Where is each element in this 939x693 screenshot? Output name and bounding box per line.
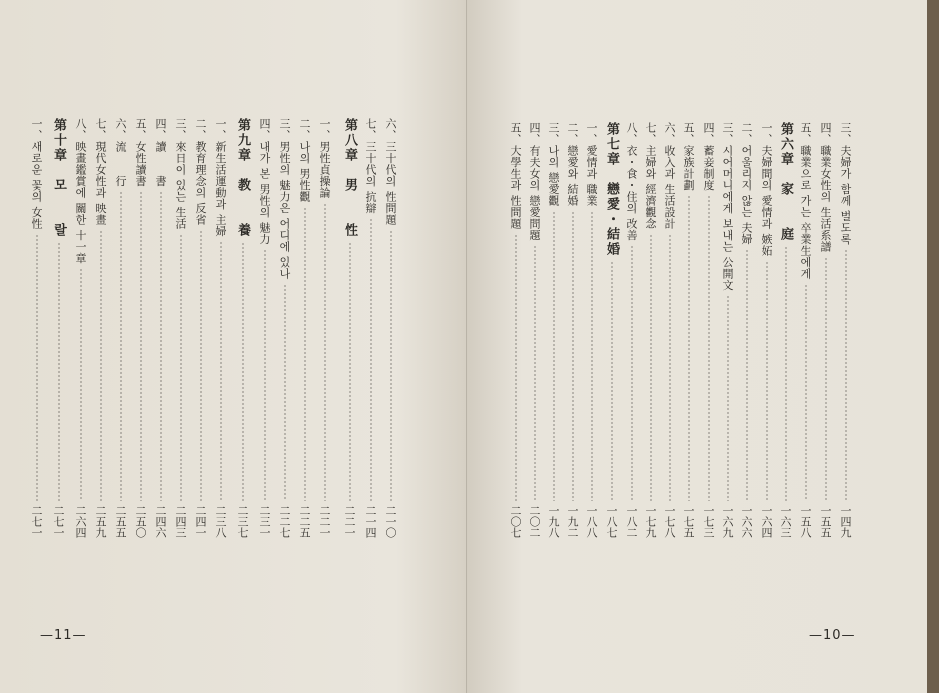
toc-chapter-entry xyxy=(605,0,621,693)
entry-page-number: 二五〇 xyxy=(134,505,147,538)
entry-page-number: 一八七 xyxy=(605,505,618,538)
dot-leader xyxy=(746,249,748,501)
toc-entry xyxy=(585,0,601,693)
dot-leader xyxy=(845,249,847,501)
entry-title: 三、夫婦가 함께 벌도록 xyxy=(839,122,852,245)
entry-page-number: 一六三 xyxy=(779,505,792,538)
dot-leader xyxy=(58,242,60,501)
entry-page-number: 一六九 xyxy=(721,505,734,538)
dot-leader xyxy=(390,230,392,501)
toc-entry xyxy=(644,0,660,693)
dot-leader xyxy=(688,195,690,501)
dot-leader xyxy=(180,234,182,501)
entry-page-number: 二四六 xyxy=(154,505,167,538)
entry-title: 四、내가 본 男性의 魅力 xyxy=(258,118,271,245)
entry-page-number: 一五八 xyxy=(799,505,812,538)
toc-entry xyxy=(298,0,314,693)
entry-page-number: 一七九 xyxy=(644,505,657,538)
entry-title: 五、家族計劃 xyxy=(682,122,695,191)
dot-leader xyxy=(200,230,202,501)
toc-entry xyxy=(839,0,855,693)
dot-leader xyxy=(140,191,142,501)
entry-title: 三、시어머니에게 보내는 公開文 xyxy=(721,122,734,291)
dot-leader xyxy=(264,249,266,501)
entry-title: 五、大學生과 性問題 xyxy=(509,122,522,230)
toc-chapter-entry xyxy=(236,0,252,693)
dot-leader xyxy=(220,241,222,501)
entry-page-number: 二七一 xyxy=(52,505,65,538)
dot-leader xyxy=(242,242,244,501)
chapter-title: 第九章 教 養 xyxy=(235,118,250,238)
toc-entry xyxy=(566,0,582,693)
entry-page-number: 一七八 xyxy=(663,505,676,538)
entry-page-number: 一四九 xyxy=(839,505,852,538)
entry-title: 三、來日이 있는 生活 xyxy=(174,118,187,230)
dot-leader xyxy=(805,284,807,501)
dot-leader xyxy=(349,242,351,501)
toc-chapter-entry xyxy=(779,0,795,693)
entry-title: 六、流 行 xyxy=(114,118,127,187)
entry-title: 四、有夫女의 戀愛問題 xyxy=(528,122,541,241)
entry-page-number: 一九二 xyxy=(566,505,579,538)
left-page xyxy=(0,0,467,693)
dot-leader xyxy=(591,211,593,501)
entry-title: 八、映畫鑑賞에 關한 十一章 xyxy=(74,118,87,264)
chapter-title: 第八章 男 性 xyxy=(342,118,357,238)
toc-entry xyxy=(278,0,294,693)
entry-page-number: 二〇七 xyxy=(509,505,522,538)
toc-entry xyxy=(174,0,190,693)
book-edge xyxy=(927,0,939,693)
dot-leader xyxy=(284,284,286,501)
entry-title: 五、女性讀書 xyxy=(134,118,147,187)
entry-title: 四、讀 書 xyxy=(154,118,167,187)
dot-leader xyxy=(785,246,787,501)
entry-title: 一、新生活運動과 主婦 xyxy=(214,118,227,237)
entry-title: 一、夫婦間의 愛情과 嫉妬 xyxy=(760,122,773,257)
dot-leader xyxy=(650,234,652,501)
dot-leader xyxy=(515,234,517,501)
entry-page-number: 二七一 xyxy=(30,505,43,538)
toc-entry xyxy=(702,0,718,693)
toc-entry xyxy=(528,0,544,693)
toc-entry xyxy=(509,0,525,693)
entry-page-number: 二三一 xyxy=(258,505,271,538)
left-page-number: —11— xyxy=(40,628,87,643)
entry-title: 四、職業女性의 生活系譜 xyxy=(819,122,832,253)
entry-title: 一、男性貞操論 xyxy=(318,118,331,199)
entry-page-number: 一六六 xyxy=(740,505,753,538)
entry-title: 四、蓄妾制度 xyxy=(702,122,715,191)
entry-title: 五、職業으로 가는 卒業生에게 xyxy=(799,122,812,280)
entry-title: 二、어울리지 않는 夫婦 xyxy=(740,122,753,245)
entry-title: 一、愛情과 職業 xyxy=(585,122,598,207)
chapter-title: 第十章 모 랄 xyxy=(51,118,66,238)
toc-entry xyxy=(134,0,150,693)
right-page-number: —10— xyxy=(809,628,856,643)
entry-page-number: 一六四 xyxy=(760,505,773,538)
entry-title: 三、男性의 魅力은 어디에 있나 xyxy=(278,118,291,280)
entry-title: 三、나의 戀愛觀 xyxy=(547,122,560,207)
dot-leader xyxy=(324,203,326,501)
entry-page-number: 一五五 xyxy=(819,505,832,538)
entry-title: 二、戀愛와 結婚 xyxy=(566,122,579,207)
entry-page-number: 一八八 xyxy=(585,505,598,538)
entry-page-number: 二五九 xyxy=(94,505,107,538)
entry-page-number: 一九八 xyxy=(547,505,560,538)
toc-entry xyxy=(721,0,737,693)
entry-title: 六、三十代의 性問題 xyxy=(384,118,397,226)
entry-page-number: 二二五 xyxy=(298,505,311,538)
entry-page-number: 一七三 xyxy=(702,505,715,538)
dot-leader xyxy=(572,211,574,501)
dot-leader xyxy=(631,245,633,501)
entry-page-number: 二二一 xyxy=(318,505,331,538)
toc-entry xyxy=(258,0,274,693)
entry-title: 二、教育理念의 反省 xyxy=(194,118,207,226)
toc-entry xyxy=(364,0,380,693)
entry-title: 六、收入과 生活設計 xyxy=(663,122,676,230)
dot-leader xyxy=(708,195,710,501)
toc-entry xyxy=(94,0,110,693)
entry-page-number: 二五五 xyxy=(114,505,127,538)
entry-page-number: 二一〇 xyxy=(384,505,397,538)
dot-leader xyxy=(534,245,536,501)
entry-page-number: 二四三 xyxy=(174,505,187,538)
toc-chapter-entry xyxy=(343,0,359,693)
toc-entry xyxy=(663,0,679,693)
toc-entry xyxy=(114,0,130,693)
entry-page-number: 二二七 xyxy=(278,505,291,538)
entry-page-number: 二三八 xyxy=(214,505,227,538)
dot-leader xyxy=(669,234,671,501)
toc-entry xyxy=(74,0,90,693)
toc-entry xyxy=(154,0,170,693)
toc-entry xyxy=(30,0,46,693)
entry-title: 二、나의 男性觀 xyxy=(298,118,311,203)
entry-title: 七、三十代의 抗辯 xyxy=(364,118,377,214)
toc-entry xyxy=(682,0,698,693)
entry-page-number: 二四一 xyxy=(194,505,207,538)
entry-title: 一、새로운 꽃의 女性 xyxy=(30,118,43,230)
dot-leader xyxy=(160,191,162,501)
toc-entry xyxy=(625,0,641,693)
right-page xyxy=(467,0,927,693)
entry-page-number: 二三七 xyxy=(236,505,249,538)
dot-leader xyxy=(611,261,613,501)
toc-entry xyxy=(760,0,776,693)
toc-entry xyxy=(318,0,334,693)
dot-leader xyxy=(727,295,729,501)
dot-leader xyxy=(80,268,82,501)
dot-leader xyxy=(370,218,372,501)
dot-leader xyxy=(100,230,102,501)
toc-chapter-entry xyxy=(52,0,68,693)
entry-page-number: 二六四 xyxy=(74,505,87,538)
toc-entry xyxy=(194,0,210,693)
dot-leader xyxy=(120,191,122,501)
toc-entry xyxy=(547,0,563,693)
dot-leader xyxy=(36,234,38,501)
toc-entry xyxy=(740,0,756,693)
toc-entry xyxy=(214,0,230,693)
dot-leader xyxy=(825,257,827,501)
toc-entry xyxy=(384,0,400,693)
entry-title: 八、衣・食・住의 改善 xyxy=(625,122,638,241)
chapter-title: 第七章 戀愛・結婚 xyxy=(604,122,619,257)
dot-leader xyxy=(304,207,306,501)
entry-page-number: 二二一 xyxy=(343,505,356,538)
entry-page-number: 一八二 xyxy=(625,505,638,538)
entry-title: 七、主婦와 經濟觀念 xyxy=(644,122,657,230)
entry-page-number: 一七五 xyxy=(682,505,695,538)
dot-leader xyxy=(553,211,555,501)
dot-leader xyxy=(766,261,768,501)
entry-title: 七、現代女性과 映畫 xyxy=(94,118,107,226)
entry-page-number: 二〇二 xyxy=(528,505,541,538)
entry-page-number: 二一四 xyxy=(364,505,377,538)
toc-entry xyxy=(799,0,815,693)
chapter-title: 第六章 家 庭 xyxy=(778,122,793,242)
toc-entry xyxy=(819,0,835,693)
